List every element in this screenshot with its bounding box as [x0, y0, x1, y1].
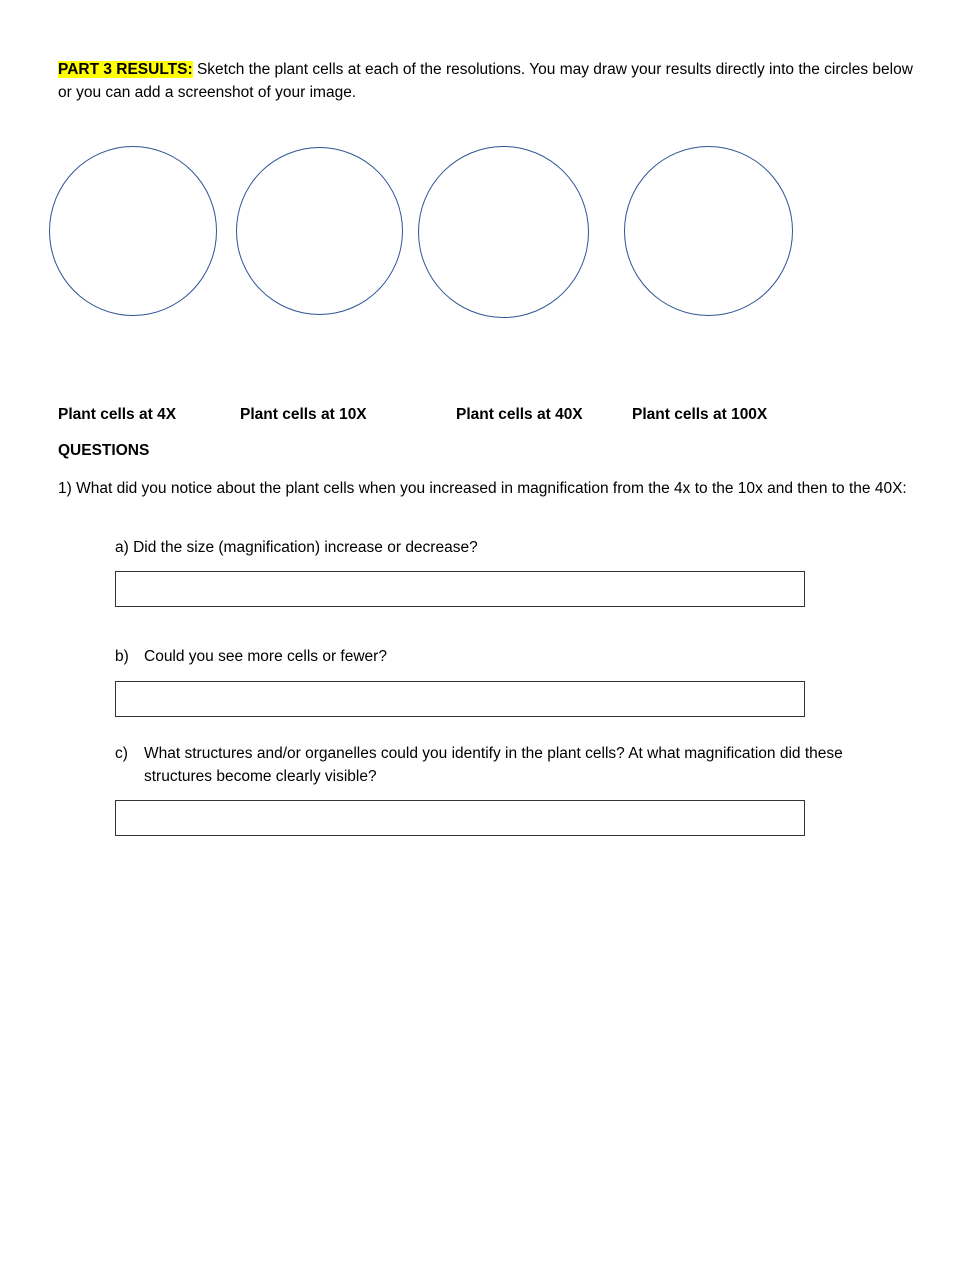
answer-box-a[interactable]	[115, 571, 805, 607]
part-3-results-label: PART 3 RESULTS:	[58, 61, 193, 78]
questions-heading: QUESTIONS	[58, 442, 150, 459]
question-1: 1) What did you notice about the plant cells when you increased in magnification from the 4x to the 10x and then to the 40X:	[58, 480, 907, 497]
question-1c-label: What structures and/or organelles could you identify in the plant cells? At what magnification did these structures become clearly visible?	[144, 745, 843, 785]
question-1c-marker: c)	[115, 745, 128, 762]
sketch-circle-40x[interactable]	[418, 146, 589, 318]
intro-paragraph	[58, 58, 928, 104]
intro-text: Sketch the plant cells at each of the resolutions. You may draw your results directly into the circles below or you can add a screenshot of your image.	[58, 61, 913, 101]
question-1a-label: a) Did the size (magnification) increase or decrease?	[115, 539, 478, 556]
caption-40x: Plant cells at 40X	[456, 406, 583, 423]
question-1b	[115, 645, 815, 668]
caption-10x: Plant cells at 10X	[240, 406, 367, 423]
question-1a	[115, 536, 478, 559]
question-1b-label: Could you see more cells or fewer?	[144, 648, 387, 665]
sketch-circle-10x[interactable]	[236, 147, 403, 315]
answer-box-c[interactable]	[115, 800, 805, 836]
caption-100x: Plant cells at 100X	[632, 406, 768, 423]
sketch-circle-100x[interactable]	[624, 146, 793, 316]
question-1b-marker: b)	[115, 648, 129, 665]
question-1c	[115, 742, 895, 788]
sketch-circle-4x[interactable]	[49, 146, 217, 316]
answer-box-b[interactable]	[115, 681, 805, 717]
caption-4x: Plant cells at 4X	[58, 406, 177, 423]
